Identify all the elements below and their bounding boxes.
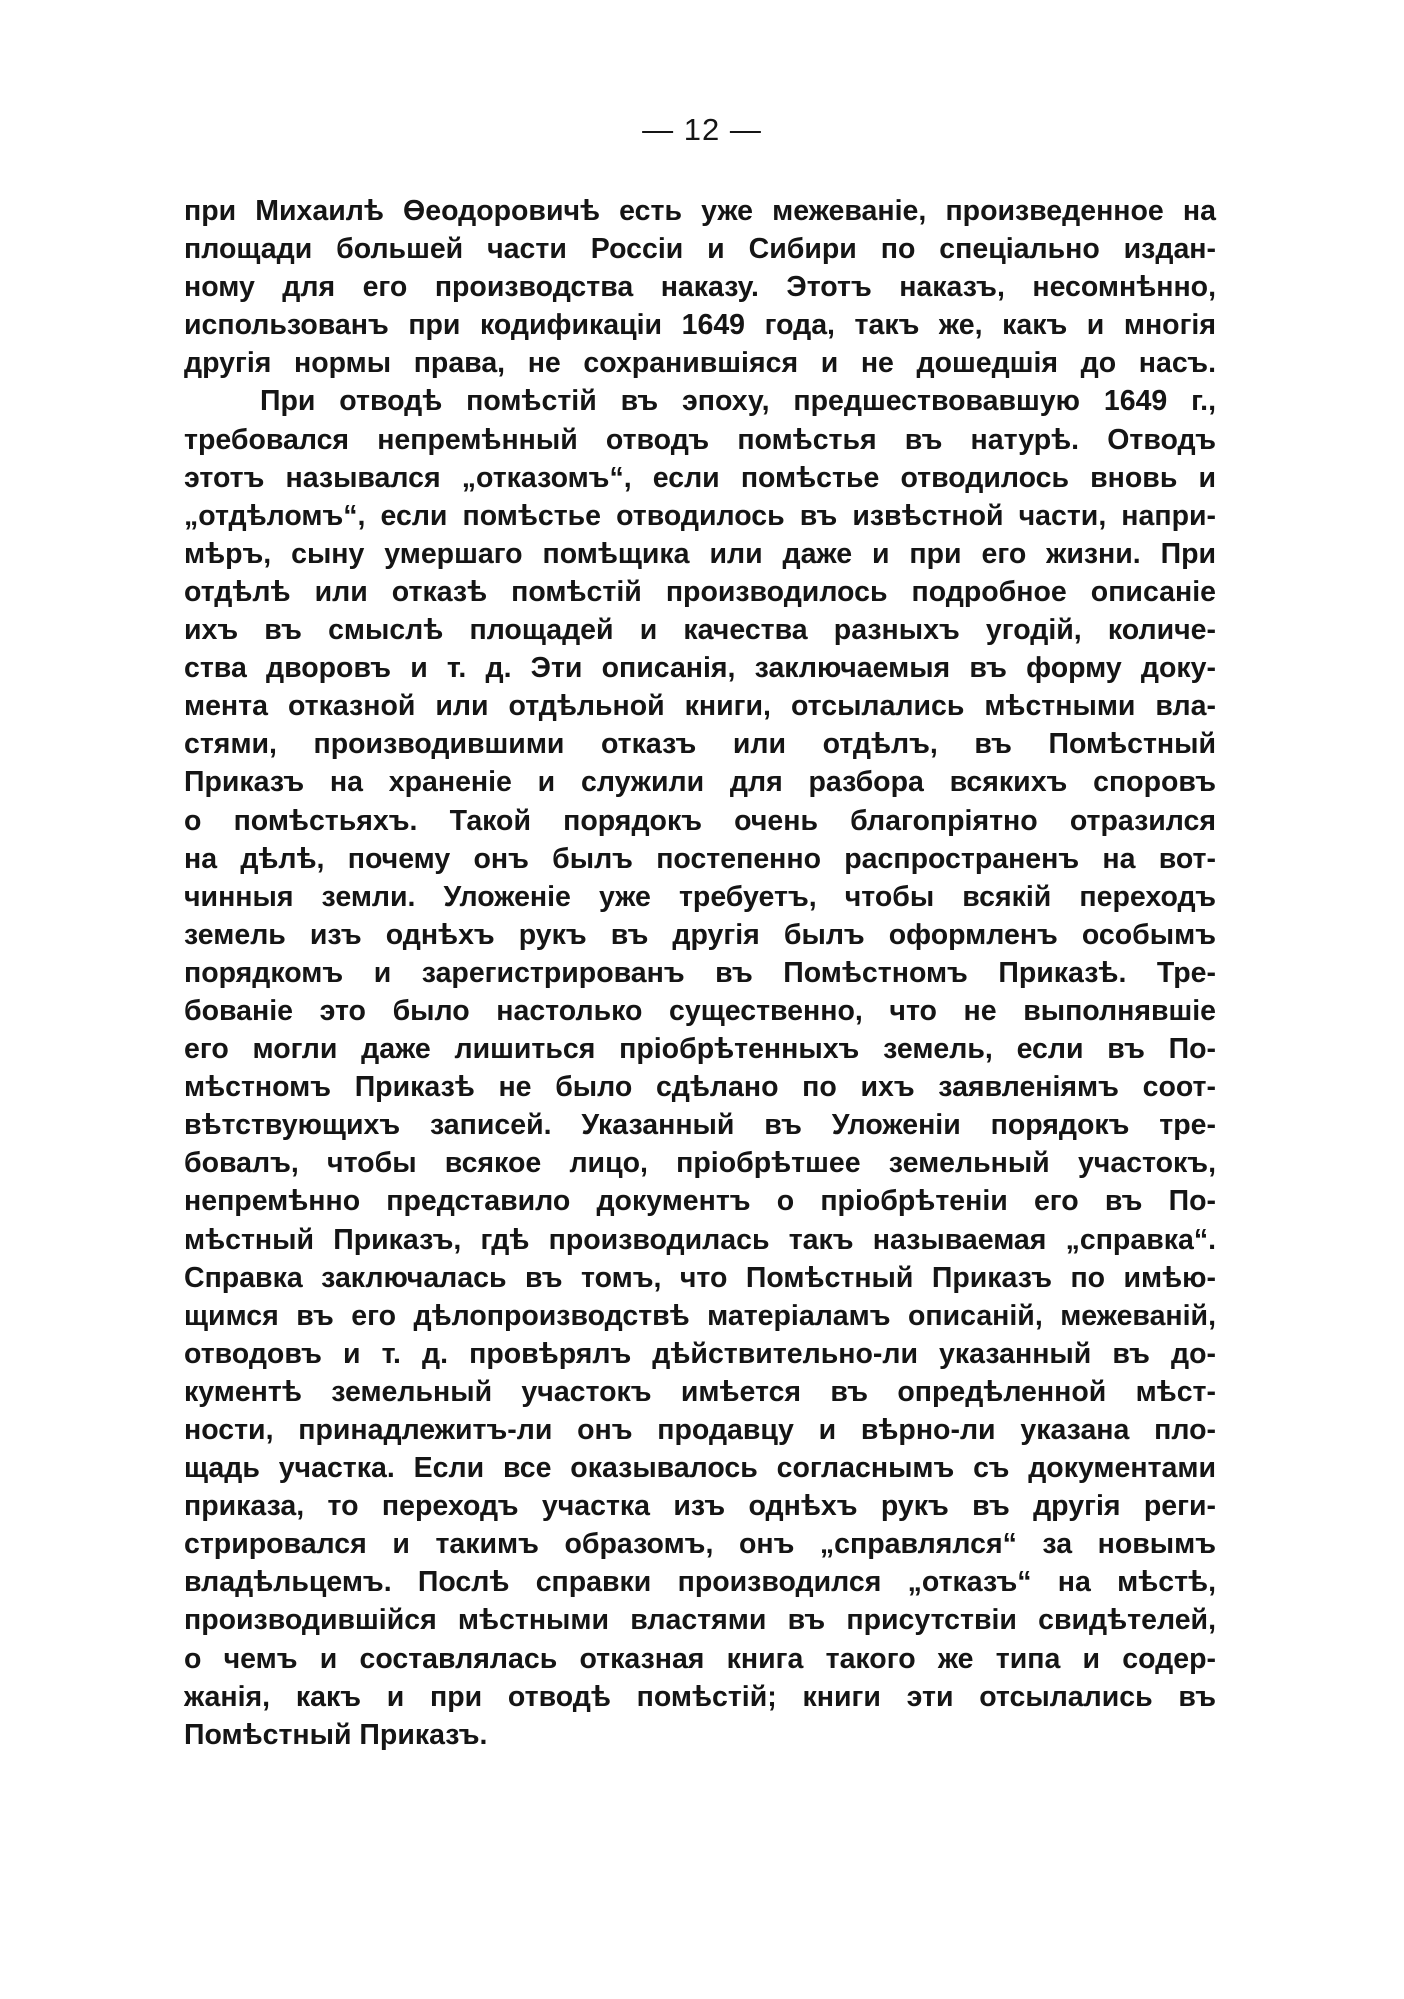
text-line: другія нормы права, не сохранившіяся и не дошедшія до насъ. (184, 347, 1216, 380)
text-line: щимся въ его дѣлопроизводствѣ матеріаламъ описаній, межеваній, (184, 1299, 1216, 1332)
text-line: непремѣнно представило документъ о пріобрѣтеніи его въ По- (184, 1185, 1216, 1218)
text-line: щадь участка. Если все оказывалось согласнымъ съ документами (184, 1452, 1216, 1485)
text-line: ихъ въ смыслѣ площадей и качества разныхъ угодій, количе- (184, 614, 1216, 647)
text-line: Помѣстный Приказъ. (184, 1718, 488, 1751)
text-line: его могли даже лишиться пріобрѣтенныхъ земель, если въ По- (184, 1033, 1216, 1066)
body-text (184, 192, 1216, 1754)
text-line: кументѣ земельный участокъ имѣется въ опредѣленной мѣст- (184, 1375, 1216, 1408)
text-line: мѣстный Приказъ, гдѣ производилась такъ называемая „справка“. (184, 1223, 1216, 1256)
text-line: Приказъ на храненіе и служили для разбора всякихъ споровъ (184, 766, 1216, 799)
text-line: этотъ назывался „отказомъ“, если помѣстье отводилось вновь и (184, 461, 1216, 494)
text-line: стрировался и такимъ образомъ, онъ „справлялся“ за новымъ (184, 1528, 1216, 1561)
text-line: „отдѣломъ“, если помѣстье отводилось въ извѣстной части, напри- (184, 499, 1216, 532)
text-line: бовалъ, чтобы всякое лицо, пріобрѣтшее земельный участокъ, (184, 1147, 1216, 1180)
page-number: — 12 — (642, 112, 762, 147)
text-line: требовался непремѣнный отводъ помѣстья въ натурѣ. Отводъ (184, 423, 1216, 456)
text-line: чинныя земли. Уложеніе уже требуетъ, чтобы всякій переходъ (184, 880, 1216, 913)
text-line: мѣръ, сыну умершаго помѣщика или даже и при его жизни. При (184, 537, 1216, 570)
text-line: ному для его производства наказу. Этотъ наказъ, несомнѣнно, (184, 271, 1216, 304)
text-line: жанія, какъ и при отводѣ помѣстій; книги эти отсылались въ (184, 1680, 1216, 1713)
text-line: использованъ при кодификаціи 1649 года, такъ же, какъ и многія (184, 309, 1216, 342)
text-line: отводовъ и т. д. провѣрялъ дѣйствительно-ли указанный въ до- (184, 1337, 1216, 1370)
text-line: о чемъ и составлялась отказная книга такого же типа и содер- (184, 1642, 1216, 1675)
text-line: мента отказной или отдѣльной книги, отсылались мѣстными вла- (184, 690, 1216, 723)
text-line: порядкомъ и зарегистрированъ въ Помѣстномъ Приказѣ. Тре- (184, 956, 1216, 989)
text-line: бованіе это было настолько существенно, что не выполнявшіе (184, 994, 1216, 1027)
text-line: производившійся мѣстными властями въ присутствіи свидѣтелей, (184, 1604, 1216, 1637)
text-line: при Михаилѣ Өеодоровичѣ есть уже межеваніе, произведенное на (184, 195, 1216, 227)
text-line: на дѣлѣ, почему онъ былъ постепенно распространенъ на вот- (184, 842, 1216, 875)
text-line: вѣтствующихъ записей. Указанный въ Уложеніи порядокъ тре- (184, 1109, 1216, 1142)
paragraph-2 (184, 382, 1216, 1753)
text-line: ства дворовъ и т. д. Эти описанія, заключаемыя въ форму доку- (184, 652, 1216, 685)
text-line: площади большей части Россіи и Сибири по спеціально издан- (184, 233, 1216, 266)
text-line: приказа, то переходъ участка изъ однѣхъ рукъ въ другія реги- (184, 1490, 1216, 1523)
text-line: мѣстномъ Приказѣ не было сдѣлано по ихъ заявленіямъ соот- (184, 1071, 1216, 1104)
text-line: При отводѣ помѣстій въ эпоху, предшествовавшую 1649 г., (260, 385, 1216, 418)
text-line: Справка заключалась въ томъ, что Помѣстный Приказъ по имѣю- (184, 1261, 1216, 1294)
text-line: владѣльцемъ. Послѣ справки производился „отказъ“ на мѣстѣ, (184, 1566, 1216, 1599)
text-line: ности, принадлежитъ-ли онъ продавцу и вѣрно-ли указана пло- (184, 1414, 1216, 1446)
text-line: земель изъ однѣхъ рукъ въ другія былъ оформленъ особымъ (184, 918, 1216, 951)
text-line: о помѣстьяхъ. Такой порядокъ очень благопріятно отразился (184, 804, 1216, 837)
paragraph-1 (184, 192, 1216, 382)
text-line: стями, производившими отказъ или отдѣлъ, въ Помѣстный (184, 728, 1216, 761)
text-line: отдѣлѣ или отказѣ помѣстій производилось подробное описаніе (184, 575, 1216, 608)
